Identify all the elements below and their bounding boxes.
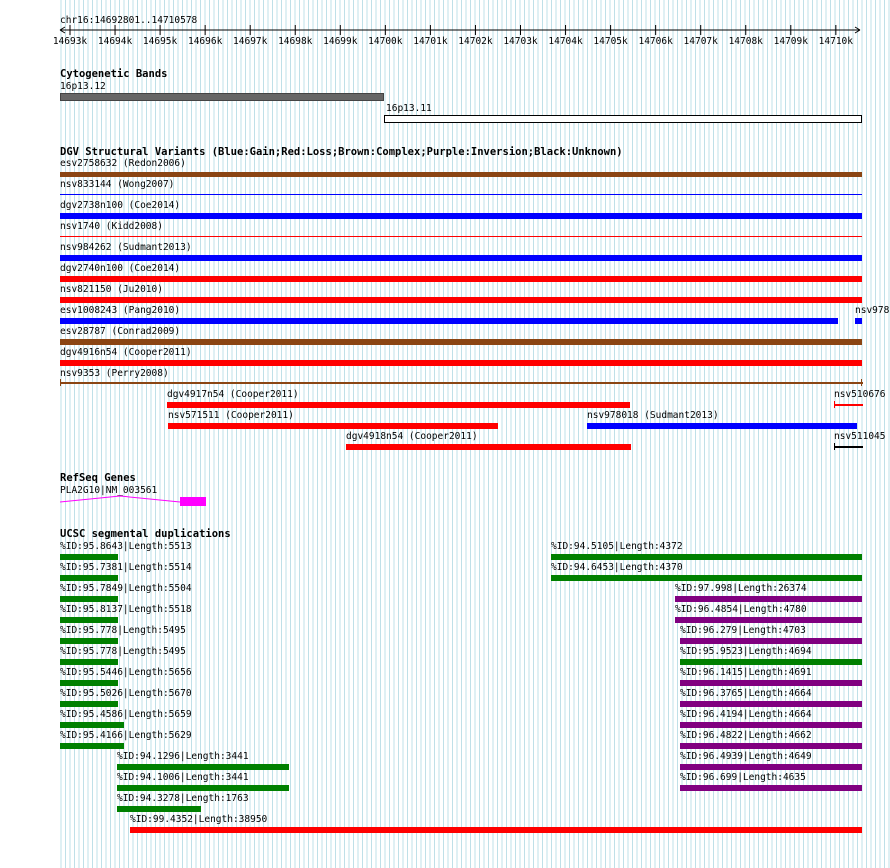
cyto-band[interactable] bbox=[60, 93, 384, 101]
ruler-tick-label: 14704k bbox=[548, 36, 583, 47]
segdup-label: %ID:96.279|Length:4703 bbox=[680, 625, 806, 636]
segdup-label: %ID:96.699|Length:4635 bbox=[680, 772, 806, 783]
dgv-variant-label: nsv833144 (Wong2007) bbox=[60, 179, 175, 190]
segdup-label: %ID:96.4854|Length:4780 bbox=[675, 604, 807, 615]
gene-intron-line bbox=[60, 496, 180, 502]
segdup-label: %ID:94.3278|Length:1763 bbox=[117, 793, 249, 804]
segdup-bar[interactable] bbox=[551, 575, 862, 581]
cytogenetic-bands-title: Cytogenetic Bands bbox=[60, 68, 168, 80]
segdup-bar[interactable] bbox=[551, 554, 862, 560]
dgv-variant-bar[interactable] bbox=[346, 444, 631, 450]
dgv-variant-label: esv28787 (Conrad2009) bbox=[60, 326, 181, 337]
segdup-label: %ID:95.8137|Length:5518 bbox=[60, 604, 192, 615]
dgv-variant-label: nsv978 bbox=[855, 305, 890, 316]
dgv-variant-label: dgv4917n54 (Cooper2011) bbox=[167, 389, 299, 400]
segdup-label: %ID:94.6453|Length:4370 bbox=[551, 562, 683, 573]
ruler-tick-label: 14693k bbox=[52, 36, 88, 47]
gene-exon bbox=[180, 497, 206, 506]
segdup-label: %ID:95.778|Length:5495 bbox=[60, 625, 186, 636]
dgv-variant-label: nsv510676 bbox=[834, 389, 886, 400]
segdup-bar[interactable] bbox=[130, 827, 862, 833]
ruler-axis bbox=[0, 0, 890, 60]
dgv-variant-label: nsv9353 (Perry2008) bbox=[60, 368, 169, 379]
dgv-variant-bar[interactable] bbox=[855, 318, 862, 324]
dgv-variant-label: dgv4918n54 (Cooper2011) bbox=[346, 431, 478, 442]
segdup-bar[interactable] bbox=[117, 785, 289, 791]
ruler-tick-label: 14709k bbox=[773, 36, 808, 47]
segdup-bar[interactable] bbox=[60, 701, 118, 707]
segdup-bar[interactable] bbox=[60, 743, 124, 749]
dgv-variant-bar[interactable] bbox=[60, 318, 838, 324]
segdup-label: %ID:94.1006|Length:3441 bbox=[117, 772, 249, 783]
dgv-track-title: DGV Structural Variants (Blue:Gain;Red:Loss;Brown:Complex;Purple:Inversion;Black:Unknown) bbox=[60, 146, 623, 158]
dgv-variant-label: dgv2738n100 (Coe2014) bbox=[60, 200, 181, 211]
ruler-tick-label: 14708k bbox=[728, 36, 763, 47]
dgv-variant-bar[interactable] bbox=[834, 446, 863, 448]
segdup-bar[interactable] bbox=[117, 806, 201, 812]
segdup-label: %ID:99.4352|Length:38950 bbox=[130, 814, 268, 825]
segdup-bar[interactable] bbox=[680, 764, 862, 770]
dgv-variant-label: nsv511045 bbox=[834, 431, 886, 442]
refseq-genes-title: RefSeq Genes bbox=[60, 472, 136, 484]
segdup-bar[interactable] bbox=[117, 764, 289, 770]
ruler-tick-label: 14701k bbox=[413, 36, 448, 47]
ruler-tick-label: 14710k bbox=[818, 36, 854, 47]
dgv-variant-bar[interactable] bbox=[587, 423, 857, 429]
segdup-label: %ID:95.5446|Length:5656 bbox=[60, 667, 192, 678]
dgv-variant-bar[interactable] bbox=[60, 276, 862, 282]
dgv-variant-label: dgv2740n100 (Coe2014) bbox=[60, 263, 181, 274]
dgv-variant-label: nsv984262 (Sudmant2013) bbox=[60, 242, 192, 253]
dgv-variant-label: dgv4916n54 (Cooper2011) bbox=[60, 347, 192, 358]
segdup-label: %ID:95.7381|Length:5514 bbox=[60, 562, 192, 573]
dgv-variant-bar[interactable] bbox=[60, 213, 862, 219]
gene-label: PLA2G10|NM_003561 bbox=[60, 485, 158, 496]
segdup-bar[interactable] bbox=[60, 575, 118, 581]
cyto-band-label: 16p13.12 bbox=[60, 81, 106, 92]
ruler-tick-label: 14698k bbox=[278, 36, 313, 47]
ruler-tick-label: 14707k bbox=[683, 36, 718, 47]
segdup-label: %ID:95.5026|Length:5670 bbox=[60, 688, 192, 699]
dgv-variant-label: esv1008243 (Pang2010) bbox=[60, 305, 181, 316]
segdup-bar[interactable] bbox=[675, 617, 862, 623]
dgv-variant-bar[interactable] bbox=[60, 172, 862, 177]
dgv-variant-label: esv2758632 (Redon2006) bbox=[60, 158, 186, 169]
feature-end-cap bbox=[60, 379, 61, 386]
segdup-bar[interactable] bbox=[60, 617, 118, 623]
segdup-bar[interactable] bbox=[60, 596, 118, 602]
dgv-variant-bar[interactable] bbox=[60, 255, 862, 261]
segdup-bar[interactable] bbox=[675, 596, 862, 602]
segdup-track-title: UCSC segmental duplications bbox=[60, 528, 231, 540]
segdup-label: %ID:94.5105|Length:4372 bbox=[551, 541, 683, 552]
dgv-variant-bar[interactable] bbox=[60, 236, 862, 237]
dgv-variant-bar[interactable] bbox=[834, 404, 863, 406]
ruler-tick-label: 14694k bbox=[97, 36, 133, 47]
segdup-label: %ID:96.4939|Length:4649 bbox=[680, 751, 812, 762]
segdup-bar[interactable] bbox=[60, 680, 118, 686]
gene-model[interactable] bbox=[60, 495, 210, 509]
segdup-label: %ID:96.4194|Length:4664 bbox=[680, 709, 812, 720]
ruler-title: chr16:14692801..14710578 bbox=[60, 15, 198, 26]
segdup-bar[interactable] bbox=[680, 785, 862, 791]
segdup-label: %ID:95.778|Length:5495 bbox=[60, 646, 186, 657]
segdup-bar[interactable] bbox=[680, 722, 862, 728]
segdup-label: %ID:94.1296|Length:3441 bbox=[117, 751, 249, 762]
ruler-tick-label: 14699k bbox=[323, 36, 358, 47]
dgv-variant-label: nsv978018 (Sudmant2013) bbox=[587, 410, 719, 421]
segdup-label: %ID:95.7849|Length:5504 bbox=[60, 583, 192, 594]
segdup-label: %ID:96.1415|Length:4691 bbox=[680, 667, 812, 678]
dgv-variant-bar[interactable] bbox=[60, 382, 863, 384]
segdup-label: %ID:96.4822|Length:4662 bbox=[680, 730, 812, 741]
ruler-tick-label: 14697k bbox=[233, 36, 268, 47]
dgv-variant-label: nsv1740 (Kidd2008) bbox=[60, 221, 163, 232]
segdup-label: %ID:95.9523|Length:4694 bbox=[680, 646, 812, 657]
segdup-label: %ID:95.4166|Length:5629 bbox=[60, 730, 192, 741]
dgv-variant-bar[interactable] bbox=[60, 360, 862, 366]
segdup-bar[interactable] bbox=[680, 659, 862, 665]
dgv-variant-bar[interactable] bbox=[60, 339, 862, 345]
ruler-tick-label: 14700k bbox=[368, 36, 403, 47]
segdup-label: %ID:95.4586|Length:5659 bbox=[60, 709, 192, 720]
ruler-tick-label: 14703k bbox=[503, 36, 538, 47]
segdup-label: %ID:97.998|Length:26374 bbox=[675, 583, 807, 594]
ruler-tick-label: 14706k bbox=[638, 36, 673, 47]
segdup-bar[interactable] bbox=[60, 722, 124, 728]
feature-end-cap bbox=[834, 443, 835, 450]
segdup-bar[interactable] bbox=[680, 680, 862, 686]
feature-end-cap bbox=[861, 379, 862, 386]
dgv-variant-label: nsv821150 (Ju2010) bbox=[60, 284, 163, 295]
ruler-tick-label: 14702k bbox=[458, 36, 493, 47]
feature-end-cap bbox=[834, 401, 835, 408]
dgv-variant-label: nsv571511 (Cooper2011) bbox=[168, 410, 294, 421]
cyto-band-label: 16p13.11 bbox=[386, 103, 432, 114]
dgv-variant-bar[interactable] bbox=[60, 297, 862, 303]
cyto-band[interactable] bbox=[384, 115, 862, 123]
segdup-bar[interactable] bbox=[680, 743, 862, 749]
segdup-bar[interactable] bbox=[680, 638, 862, 644]
segdup-bar[interactable] bbox=[680, 701, 862, 707]
segdup-bar[interactable] bbox=[60, 554, 118, 560]
segdup-label: %ID:95.8643|Length:5513 bbox=[60, 541, 192, 552]
segdup-label: %ID:96.3765|Length:4664 bbox=[680, 688, 812, 699]
segdup-bar[interactable] bbox=[60, 638, 118, 644]
ruler-tick-label: 14695k bbox=[142, 36, 178, 47]
dgv-variant-bar[interactable] bbox=[60, 194, 862, 195]
segdup-bar[interactable] bbox=[60, 659, 118, 665]
ruler-tick-label: 14705k bbox=[593, 36, 628, 47]
dgv-variant-bar[interactable] bbox=[168, 423, 498, 429]
dgv-variant-bar[interactable] bbox=[167, 402, 630, 408]
ruler-tick-label: 14696k bbox=[187, 36, 223, 47]
